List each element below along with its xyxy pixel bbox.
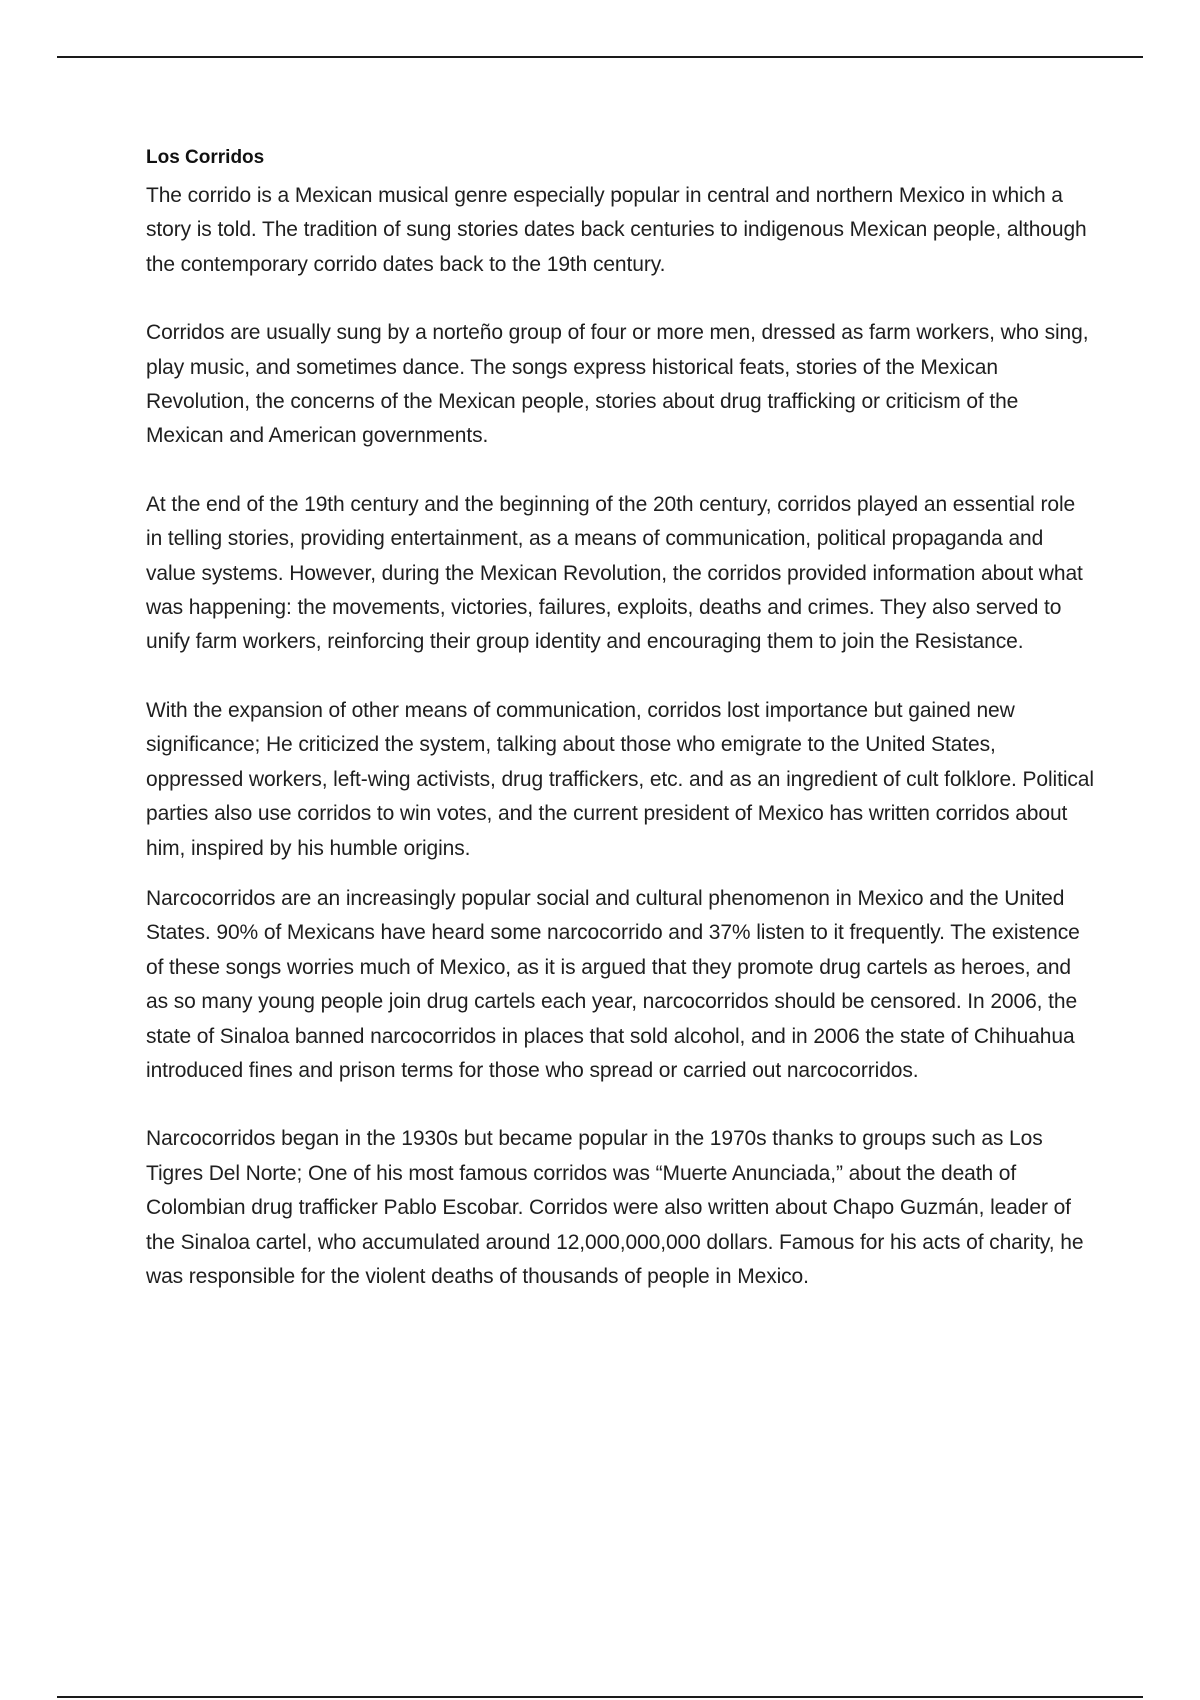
paragraph-performance: Corridos are usually sung by a norteño group of four or more men, dressed as farm workers, who sing, play music, and sometimes dance. The songs express historical feats, stories of the Mexican Revolution, the concerns of the Mexican people, stories about drug trafficking or criticism of the Mexican and American governments.: [146, 321, 1089, 448]
paragraph-narcocorridos-history: Narcocorridos began in the 1930s but became popular in the 1970s thanks to groups such as Los Tigres Del Norte; One of his most famous corridos was “Muerte Anunciada,” about the death of Colombian drug trafficker Pablo Escobar. Corridos were also written about Chapo Guzmán, leader of the Sinaloa cartel, who accumulated around 12,000,000,000 dollars. Famous for his acts of charity, he was responsible for the violent deaths of thousands of people in Mexico.: [146, 1127, 1084, 1288]
paragraph-intro: The corrido is a Mexican musical genre especially popular in central and northern Mexico in which a story is told. The tradition of sung stories dates back centuries to indigenous Mexican people, although the contemporary corrido dates back to the 19th century.: [146, 184, 1087, 276]
document-body: [146, 143, 1096, 1294]
paragraph-significance: With the expansion of other means of communication, corridos lost importance but gained new significance; He criticized the system, talking about those who emigrate to the United States, oppressed workers, left-wing activists, drug traffickers, etc. and as an ingredient of cult folklore. Political parties also use corridos to win votes, and the current president of Mexico has written corridos about him, inspired by his humble origins.: [146, 698, 1094, 860]
bottom-rule: [57, 1696, 1143, 1698]
top-rule: [57, 56, 1143, 58]
paragraph-narcocorridos: Narcocorridos are an increasingly popular social and cultural phenomenon in Mexico and the United States. 90% of Mexicans have heard some narcocorrido and 37% listen to it frequently. The existence of these songs worries much of Mexico, as it is argued that they promote drug cartels as heroes, and as so many young people join drug cartels each year, narcocorridos should be censored. In 2006, the state of Sinaloa banned narcocorridos in places that sold alcohol, and in 2006 the state of Chihuahua introduced fines and prison terms for those who spread or carried out narcocorridos.: [146, 886, 1080, 1082]
paragraph-history: At the end of the 19th century and the beginning of the 20th century, corridos played an essential role in telling stories, providing entertainment, as a means of communication, political propaganda and value systems. However, during the Mexican Revolution, the corridos provided information about what was happening: the movements, victories, failures, exploits, deaths and crimes. They also served to unify farm workers, reinforcing their group identity and encouraging them to join the Resistance.: [146, 492, 1083, 654]
document-title: Los Corridos: [146, 147, 265, 168]
